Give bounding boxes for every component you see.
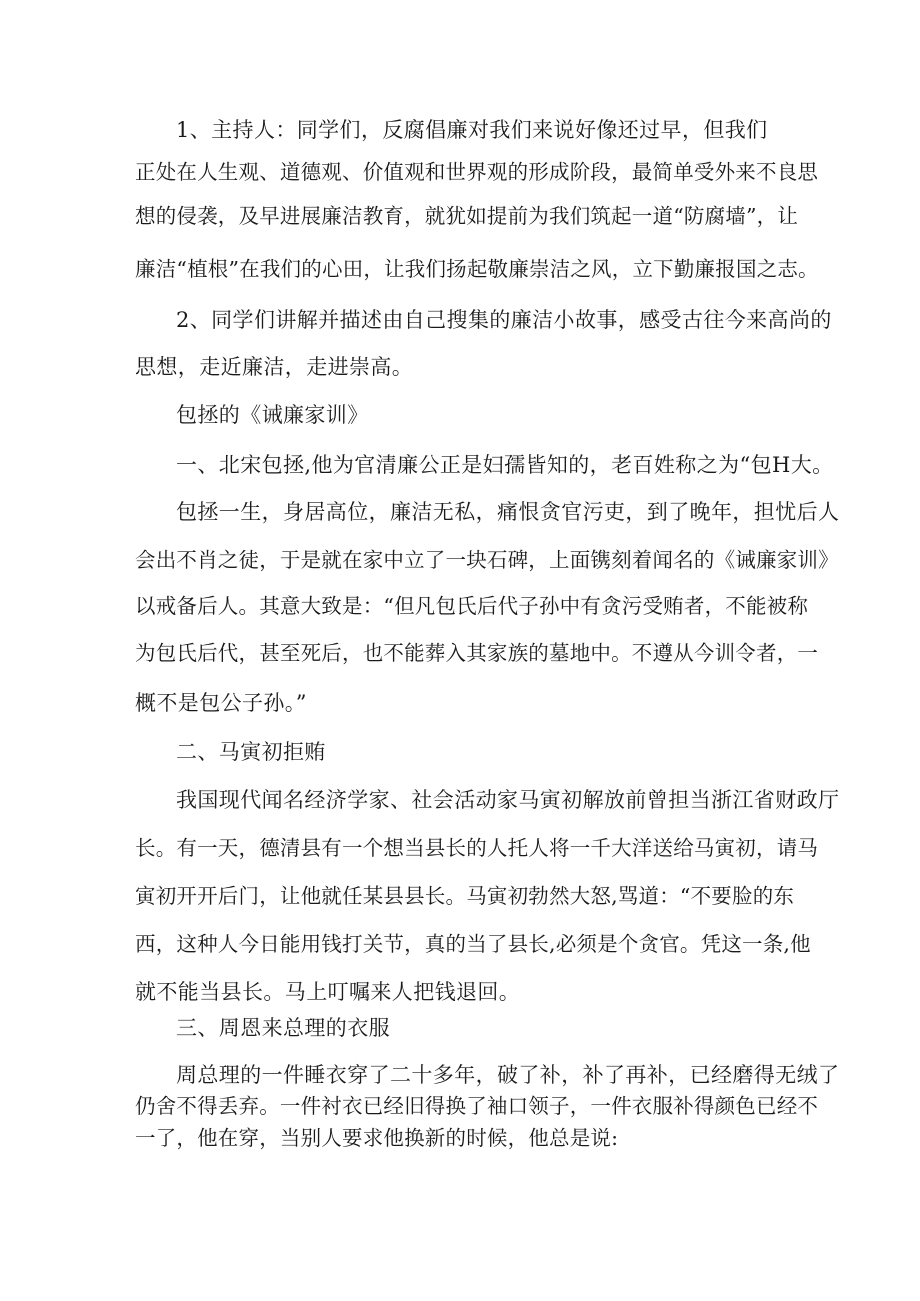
paragraph-line: 2、同学们讲解并描述由自己搜集的廉洁小故事，感受古往今来高尚的 — [176, 308, 832, 332]
paragraph-line: 1、主持人：同学们，反腐倡廉对我们来说好像还过早，但我们 — [176, 118, 768, 142]
paragraph-line: 一、北宋包拯,他为官清廉公正是妇孺皆知的，老百姓称之为“包H大。 — [176, 453, 834, 477]
paragraph-line: 为包氏后代，甚至死后，也不能葬入其家族的墓地中。不遵从今训令者，一 — [135, 641, 819, 665]
paragraph-line: 思想，走近廉洁，走进崇高。 — [135, 355, 414, 379]
paragraph-line: 我国现代闻名经济学家、社会活动家马寅初解放前曾担当浙江省财政厅 — [176, 788, 840, 812]
paragraph-line: 正处在人生观、道德观、价值观和世界观的形成阶段，最简单受外来不良思 — [135, 160, 819, 184]
section-heading: 包拯的《诫廉家训》 — [176, 403, 369, 427]
paragraph-line: 周总理的一件睡衣穿了二十多年，破了补，补了再补，已经磨得无绒了 — [176, 1063, 840, 1087]
paragraph-line: 包拯一生，身居高位，廉洁无私，痛恨贪官污吏，到了晚年，担忧后人 — [176, 500, 840, 524]
paragraph-line: 廉洁“植根”在我们的心田，让我们扬起敬廉崇洁之风，立下勤廉报国之志。 — [135, 257, 819, 281]
paragraph-line: 就不能当县长。马上叮嘱来人把钱退回。 — [135, 980, 521, 1004]
paragraph-line: 一了，他在穿，当别人要求他换新的时候，他总是说: — [135, 1126, 619, 1150]
paragraph-line: 概不是包公子孙。” — [135, 691, 307, 715]
paragraph-line: 西，这种人今日能用钱打关节，真的当了县长,必须是个贪官。凭这一条,他 — [135, 932, 811, 956]
paragraph-line: 以戒备后人。其意大致是：“但凡包氏后代子孙中有贪污受贿者，不能被称 — [135, 594, 809, 618]
section-heading: 三、周恩来总理的衣服 — [176, 1016, 390, 1040]
section-heading: 二、马寅初拒贿 — [176, 740, 326, 764]
paragraph-line: 想的侵袭，及早进展廉洁教育，就犹如提前为我们筑起一道“防腐墙”，让 — [135, 204, 799, 228]
paragraph-line: 寅初开开后门，让他就任某县县长。马寅初勃然大怒,骂道：“不要脸的东 — [135, 884, 795, 908]
paragraph-line: 会出不肖之徒，于是就在家中立了一块石碑，上面镌刻着闻名的《诫廉家训》 — [135, 548, 839, 572]
paragraph-line: 长。有一天，德清县有一个想当县长的人托人将一千大洋送给马寅初，请马 — [135, 836, 819, 860]
paragraph-line: 仍舍不得丢弃。一件衬衣已经旧得换了袖口领子，一件衣服补得颜色已经不 — [135, 1094, 819, 1118]
